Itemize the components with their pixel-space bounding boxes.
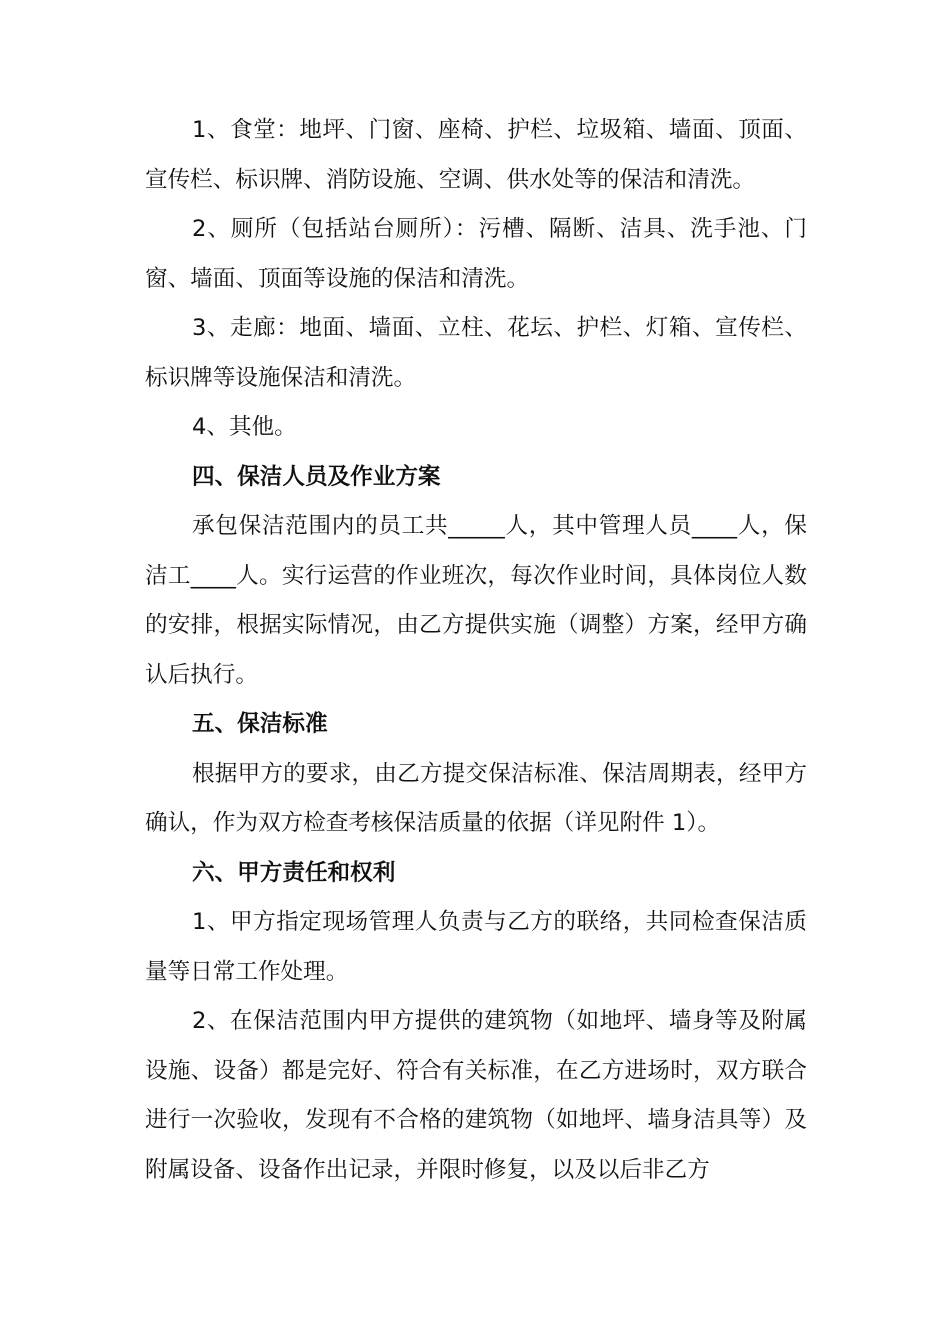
paragraph-toilet-scope: 2、厕所（包括站台厕所）：污槽、隔断、洁具、洗手池、门窗、墙面、顶面等设施的保洁和清洗。 xyxy=(145,216,807,292)
paragraph-staffing: 承包保洁范围内的员工共_____人，其中管理人员____人，保洁工____人。实行运营的作业班次，每次作业时间，具体岗位人数的安排，根据实际情况，由乙方提供实施（调整）方案，经甲方确认后执行。 xyxy=(145,513,807,688)
paragraph-other-scope: 4、其他。 xyxy=(192,414,297,440)
section-heading-standards: 五、保洁标准 xyxy=(192,711,328,737)
paragraph-party-a-facilities: 2、在保洁范围内甲方提供的建筑物（如地坪、墙身等及附属设施、设备）都是完好、符合有关标准，在乙方进场时，双方联合进行一次验收，发现有不合格的建筑物（如地坪、墙身洁具等）及附属设备、设备作出记录，并限时修复，以及以后非乙方 xyxy=(145,1008,807,1183)
section-heading-party-a: 六、甲方责任和权利 xyxy=(192,859,396,886)
paragraph-standards: 根据甲方的要求，由乙方提交保洁标准、保洁周期表，经甲方确认，作为双方检查考核保洁质量的依据（详见附件 1）。 xyxy=(145,760,807,836)
document-body xyxy=(145,106,807,1195)
paragraph-corridor-scope: 3、走廊：地面、墙面、立柱、花坛、护栏、灯箱、宣传栏、标识牌等设施保洁和清洗。 xyxy=(145,315,807,391)
paragraph-party-a-liaison: 1、甲方指定现场管理人负责与乙方的联络，共同检查保洁质量等日常工作处理。 xyxy=(145,909,807,985)
section-heading-staffing: 四、保洁人员及作业方案 xyxy=(192,463,441,490)
paragraph-canteen-scope: 1、食堂：地坪、门窗、座椅、护栏、垃圾箱、墙面、顶面、宣传栏、标识牌、消防设施、空调、供水处等的保洁和清洗。 xyxy=(145,117,807,193)
